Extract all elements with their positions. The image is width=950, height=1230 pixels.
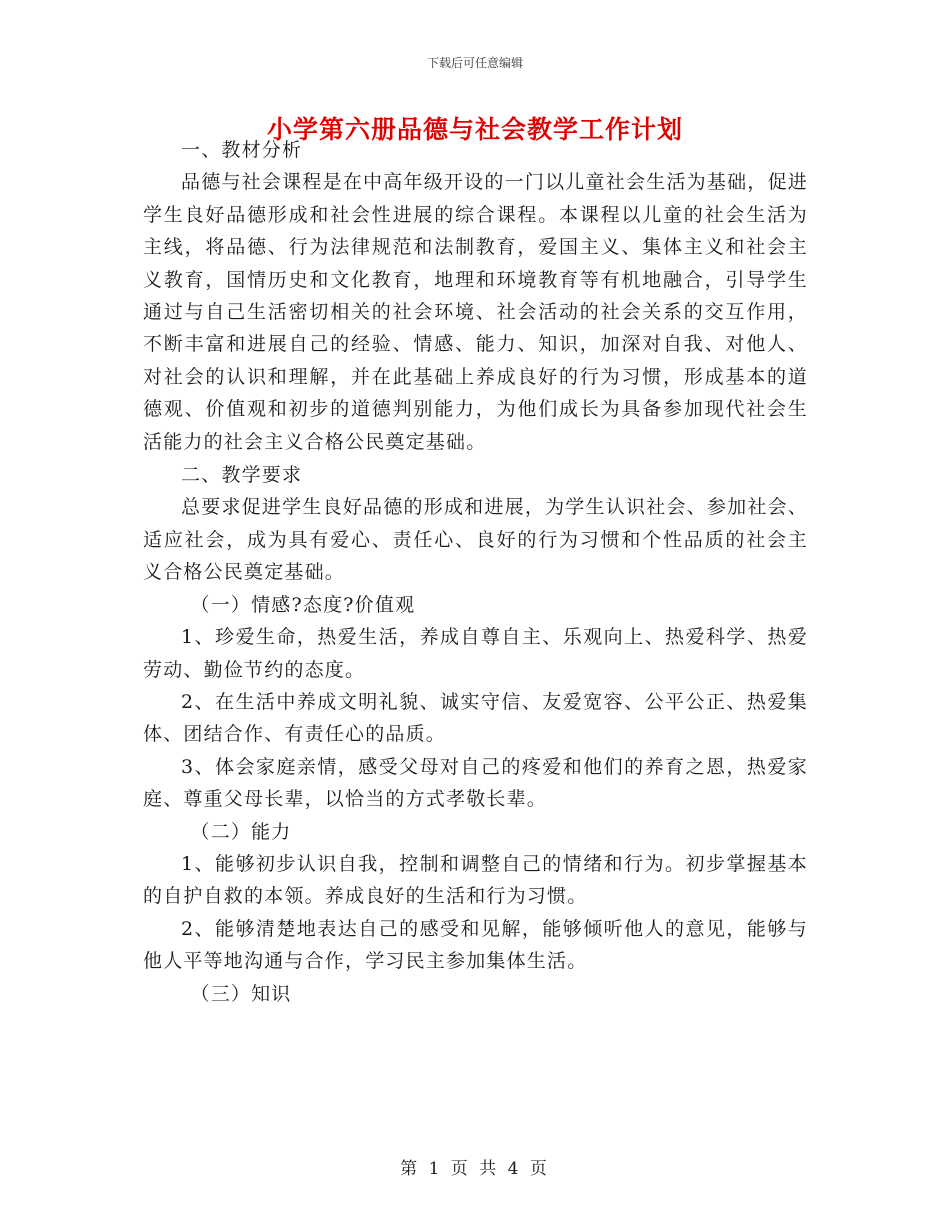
list-item: 2、在生活中养成文明礼貌、诚实守信、友爱宽容、公平公正、热爱集体、团结合作、有责任心的品质。 [143,690,808,746]
section-heading: 一、教材分析 [181,139,303,161]
subsection-heading: （二）能力 [190,820,292,843]
document-title: 小学第六册品德与社会教学工作计划 [266,115,683,144]
list-item: 3、体会家庭亲情，感受父母对自己的疼爱和他们的养育之恩，热爱家庭、尊重父母长辈，以恰当的方式孝敬长辈。 [143,755,808,811]
page-header: 下载后可任意编辑 [426,56,523,70]
subsection-heading: （三）知识 [190,982,292,1005]
body-paragraph: 总要求促进学生良好品德的形成和进展，为学生认识社会、参加社会、适应社会，成为具有爱心、责任心、良好的行为习惯和个性品质的社会主义合格公民奠定基础。 [143,496,808,584]
subsection-heading: （一）情感?态度?价值观 [190,593,416,616]
list-item: 1、珍爱生命，热爱生活，养成自尊自主、乐观向上、热爱科学、热爱劳动、勤俭节约的态度。 [143,626,808,681]
list-item: 2、能够清楚地表达自己的感受和见解，能够倾听他人的意见，能够与他人平等地沟通与合作，学习民主参加集体生活。 [143,917,808,973]
page-footer: 第 1 页 共 4 页 [400,1159,550,1179]
document-body [143,134,808,1010]
body-paragraph: 品德与社会课程是在中高年级开设的一门以儿童社会生活为基础，促进学生良好品德形成和社会性进展的综合课程。本课程以儿童的社会生活为主线，将品德、行为法律规范和法制教育，爱国主义、集体主义和社会主义教育，国情历史和文化教育，地理和环境教育等有机地融合，引导学生通过与自己生活密切相关的社会环境、社会活动的社会关系的交互作用，不断丰富和进展自己的经验、情感、能力、知识，加深对自我、对他人、对社会的认识和理解，并在此基础上养成良好的行为习惯，形成基本的道德观、价值观和初步的道德判别能力，为他们成长为具备参加现代社会生活能力的社会主义合格公民奠定基础。 [143,171,808,453]
section-heading: 二、教学要求 [181,464,303,487]
list-item: 1、能够初步认识自我，控制和调整自己的情绪和行为。初步掌握基本的自护自救的本领。养成良好的生活和行为习惯。 [143,852,808,908]
